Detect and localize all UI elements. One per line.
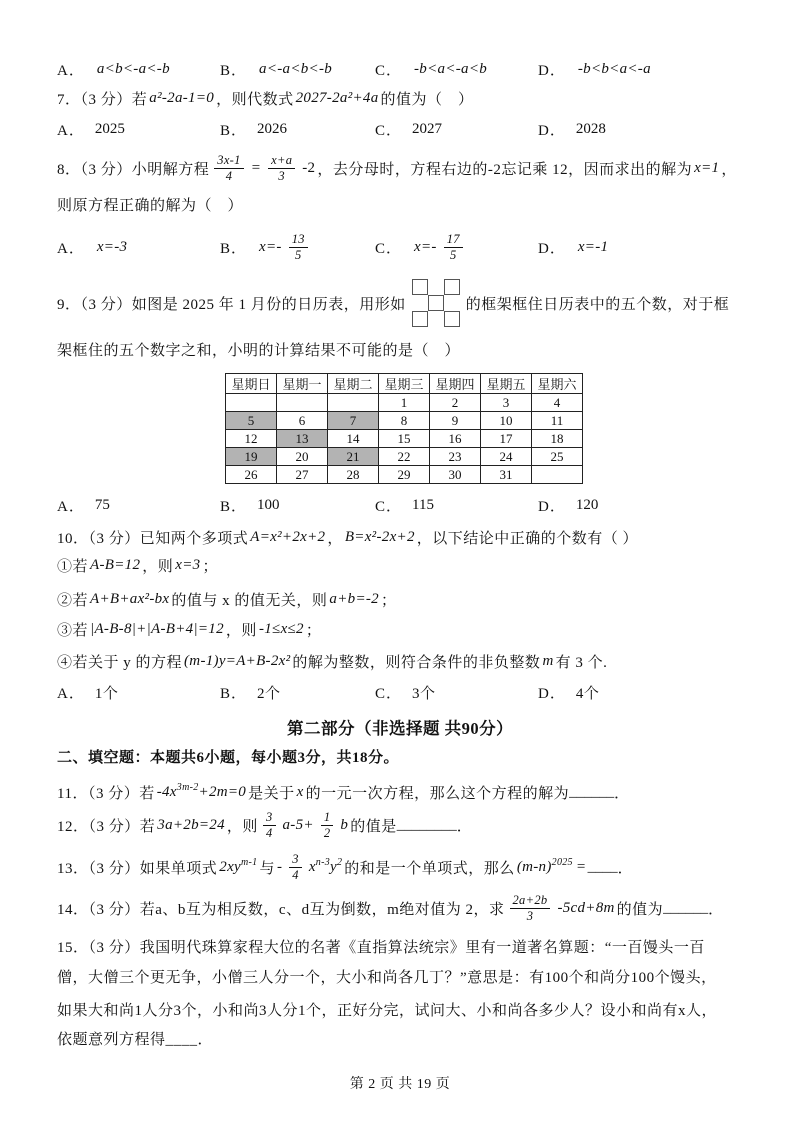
calendar-cell: 2	[430, 394, 481, 412]
question-10-item-3: ③若 |A-B-8|+|A-B+4|=12 ，则 -1≤x≤2 ；	[57, 620, 322, 639]
page-number-footer: 第 2 页 共 19 页	[349, 1077, 451, 1092]
option-c: C． 3个	[375, 685, 436, 702]
question-15-line2: 僧，大僧三个更无争，小僧三人分一个，大小和尚各几丁？”意思是：有100个和尚分100个馒头，	[57, 969, 717, 986]
option-c: C． 115	[375, 496, 434, 515]
calendar-header: 星期六	[532, 374, 583, 394]
calendar-header: 星期五	[481, 374, 532, 394]
option-a: A． 75	[57, 496, 110, 515]
calendar-cell: 18	[532, 430, 583, 448]
question-6-options	[57, 58, 743, 80]
calendar-row	[226, 394, 583, 412]
calendar-cell: 17	[481, 430, 532, 448]
calendar-row	[226, 412, 583, 430]
answer-blank: ____	[587, 858, 618, 875]
fill-in-section-header: 二、填空题：本题共6小题，每小题3分，共18分。	[57, 749, 400, 766]
option-b: B． 2026	[220, 120, 288, 139]
calendar-cell: 12	[226, 430, 277, 448]
fraction: $\frac{x+a}{3}$	[263, 153, 300, 184]
calendar-cell: 21	[328, 448, 379, 466]
calendar-cell: 9	[430, 412, 481, 430]
option-b: B． x=- $\frac{13}{5}$	[220, 232, 375, 263]
math-expression: $2xy^{m-1}$	[219, 856, 258, 875]
option-a: A． 1个	[57, 685, 119, 702]
math-expression: $x^{n-3}y^2$	[308, 856, 343, 875]
calendar-header: 星期一	[277, 374, 328, 394]
fraction: $\frac{1}{2}$	[316, 810, 339, 841]
option-d: D． 120	[538, 496, 599, 515]
question-15-line4: 依题意列方程得____．	[57, 1031, 214, 1048]
calendar-cell: 16	[430, 430, 481, 448]
calendar-cell	[226, 394, 277, 412]
question-8-line2: 则原方程正确的解为（ ）	[57, 197, 244, 214]
calendar-cell: 15	[379, 430, 430, 448]
fraction: $\frac{13}{5}$	[284, 232, 313, 263]
question-9-line1: 9．（3 分）如图是 2025 年 1 月份的日历表，用形如 的框架框住日历表中的五个数，对于框	[57, 275, 743, 331]
calendar-cell: 8	[379, 412, 430, 430]
calendar-cell: 24	[481, 448, 532, 466]
calendar-cell: 11	[532, 412, 583, 430]
calendar-cell: 1	[379, 394, 430, 412]
question-15-line1: 15．（3 分）我国明代珠算家程大位的名著《直指算法统宗》里有一道著名算题：“一百馒头一百	[57, 939, 705, 956]
calendar-cell: 23	[430, 448, 481, 466]
question-15-line3: 如果大和尚1人分3个，小和尚3人分1个，正好分完，试问大、小和尚各多少人？设小和尚有x人，	[57, 1002, 718, 1019]
math-expression: $(m-n)^{2025}$	[516, 856, 573, 875]
calendar-header: 星期日	[226, 374, 277, 394]
question-12: 12．（3 分）若 3a+2b=24 ，则 $\frac{3}{4}$ a-5+ $\frac{1}{2}$ b 的值是 ________ ．	[57, 809, 473, 840]
calendar-header-row	[226, 374, 583, 394]
question-9-line2: 架框住的五个数字之和，小明的计算结果不可能的是（ ）	[57, 342, 461, 359]
calendar-cell: 19	[226, 448, 277, 466]
option-b: B． 2个	[220, 685, 281, 702]
calendar-cell: 27	[277, 466, 328, 484]
fraction: $\frac{2a+2b}{3}$	[505, 893, 556, 924]
option-a: A． a<b<-a<-b	[57, 60, 170, 79]
calendar-cell: 7	[328, 412, 379, 430]
calendar-cell: 22	[379, 448, 430, 466]
calendar-cell: 26	[226, 466, 277, 484]
option-a: A． 2025	[57, 120, 125, 139]
calendar-row	[226, 466, 583, 484]
calendar-header: 星期二	[328, 374, 379, 394]
option-d: D． 2028	[538, 120, 606, 139]
question-10: 10．（3 分）已知两个多项式 A=x²+2x+2 ， B=x²-2x+2 ，以下结论中正确的个数有（ ）	[57, 528, 639, 547]
calendar-cell	[277, 394, 328, 412]
calendar-cell: 5	[226, 412, 277, 430]
calendar-cell: 29	[379, 466, 430, 484]
fraction: $\frac{17}{5}$	[439, 232, 468, 263]
fraction: $\frac{3}{4}$	[258, 810, 281, 841]
calendar-cell: 30	[430, 466, 481, 484]
question-14: 14．（3 分）若a、b互为相反数，c、d互为倒数，m绝对值为 2，求 $\frac{2a+2b}{3}$ -5cd+8m 的值为 ______ ．	[57, 892, 724, 923]
question-10-item-2: ②若 A+B+ax²-bx 的值与 x 的值无关，则 a+b=-2 ；	[57, 590, 397, 609]
answer-blank: ______	[569, 783, 615, 800]
calendar-cell	[328, 394, 379, 412]
calendar-cell: 13	[277, 430, 328, 448]
calendar-row	[226, 448, 583, 466]
cross-frame-shape	[412, 279, 460, 327]
calendar-cell: 28	[328, 466, 379, 484]
option-d: D． 4个	[538, 685, 600, 702]
calendar-header: 星期三	[379, 374, 430, 394]
question-8-options	[57, 222, 743, 272]
option-d: D． -b<b<a<-a	[538, 60, 651, 79]
calendar-cell: 3	[481, 394, 532, 412]
question-10-item-1: ①若 A-B=12 ，则 x=3 ；	[57, 556, 218, 575]
math-expression: $-4x^{3m-2}+2m=0$	[156, 781, 247, 800]
section-2-title: 第二部分（非选择题 共90分）	[286, 719, 514, 738]
question-13: 13．（3 分）如果单项式 $2xy^{m-1}$ 与 - $\frac{3}{4}$ $x^{n-3}y^2$ 的和是一个单项式，那么 $(m-n)^{2025}$ = ____ ．	[57, 851, 634, 882]
fraction: $\frac{3x-1}{4}$	[209, 153, 248, 184]
option-b: B． a<-a<b<-b	[220, 60, 333, 79]
calendar-cell: 25	[532, 448, 583, 466]
option-b: B． 100	[220, 496, 280, 515]
calendar-cell: 31	[481, 466, 532, 484]
calendar-cell: 10	[481, 412, 532, 430]
option-c: C． 2027	[375, 120, 443, 139]
calendar-table	[225, 373, 583, 484]
calendar-cell	[532, 466, 583, 484]
calendar-cell: 6	[277, 412, 328, 430]
answer-blank: ______	[663, 899, 709, 916]
question-9-options	[57, 494, 743, 516]
question-10-item-4: ④若关于 y 的方程 (m-1)y=A+B-2x² 的解为整数，则符合条件的非负整数 m 有 3 个.	[57, 652, 608, 671]
answer-blank: ________	[396, 816, 457, 833]
question-10-options	[57, 681, 743, 703]
question-7: 7．（3 分）若 a²-2a-1=0 ，则代数式 2027-2a²+4a 的值为（ ）	[57, 89, 474, 108]
question-11: 11．（3 分）若 $-4x^{3m-2}+2m=0$ 是关于 x 的一元一次方程，那么这个方程的解为 ______ ．	[57, 781, 630, 802]
option-c: C． -b<a<-a<b	[375, 60, 488, 79]
question-8-line1: 8．（3 分）小明解方程 $\frac{3x-1}{4}$ = $\frac{x+a}{3}$ -2 ，去分母时，方程右边的-2忘记乘 12，因而求出的解为 x=1 ，	[57, 152, 737, 183]
option-a: A． x=-3	[57, 238, 128, 257]
fraction: $\frac{3}{4}$	[284, 852, 307, 883]
calendar-header: 星期四	[430, 374, 481, 394]
calendar-cell: 4	[532, 394, 583, 412]
calendar-row	[226, 430, 583, 448]
question-7-options	[57, 118, 743, 140]
calendar-cell: 14	[328, 430, 379, 448]
calendar-cell: 20	[277, 448, 328, 466]
option-c: C． x=- $\frac{17}{5}$	[375, 232, 538, 263]
option-d: D． x=-1	[538, 238, 609, 257]
